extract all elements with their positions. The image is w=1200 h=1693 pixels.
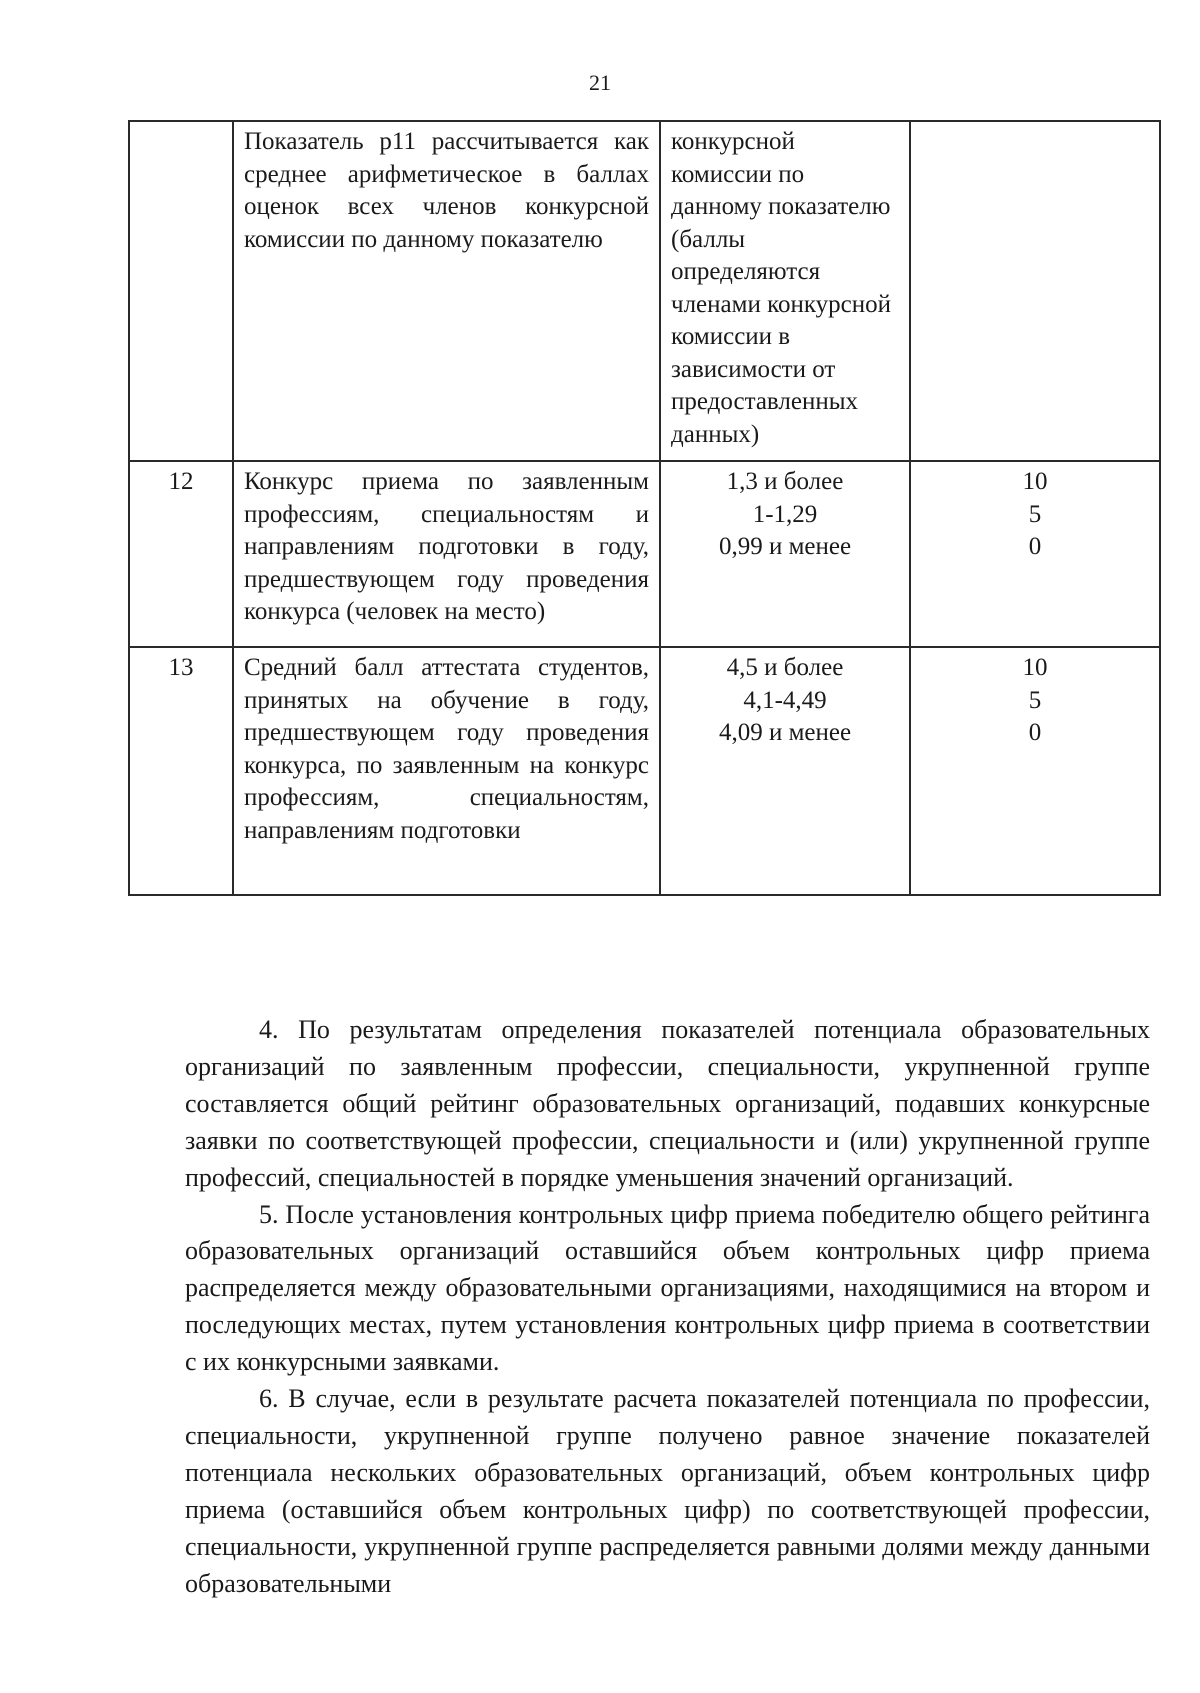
row-number: 12 [129, 461, 233, 647]
criterion-range [660, 647, 910, 895]
table-row [129, 461, 1160, 647]
table-row-continuation [129, 121, 1160, 461]
paragraph-4: 4. По результатам определения показателей потенциала образовательных организаций по заявленным профессии, специальности, укрупненной группе составляется общий рейтинг образовательных организаций, подавших конкурсные заявки по соответствующей профессии, специальности и (или) укрупненной группе профессий, специальностей в порядке уменьшения значений организаций. [185, 1015, 1150, 1192]
criteria-table [128, 120, 1161, 896]
criterion-score [910, 121, 1160, 461]
criterion-range [660, 461, 910, 647]
range-value: 1-1,29 [752, 500, 818, 528]
criterion-score [910, 461, 1160, 647]
criterion-text: Показатель р11 рассчитывается как среднее арифметическое в баллах оценок всех членов конкурсной комиссии по данному показателю [233, 121, 660, 461]
score-value: 0 [1028, 719, 1042, 746]
range-value: 4,1-4,49 [743, 686, 827, 714]
range-value: 4,5 и более [726, 654, 844, 681]
criterion-range: конкурсной комиссии по данному показателю (баллы определяются членами конкурсной комиссии в зависимости от предоставленных данных) [660, 121, 910, 461]
range-value: 4,09 и менее [718, 719, 852, 746]
paragraph-6: 6. В случае, если в результате расчета показателей потенциала по профессии, специальности, укрупненной группе получено равное значение показателей потенциала нескольких образовательных организаций, объем контрольных цифр приема (оставшийся объем контрольных цифр) по соответствующей профессии, специальности, укрупненной группе распределяется равными долями между данными образовательными [185, 1384, 1150, 1598]
page-number: 21 [589, 70, 611, 95]
table-row [129, 647, 1160, 895]
score-value: 10 [1022, 468, 1048, 495]
range-value: 1,3 и более [726, 468, 844, 495]
score-value: 5 [1028, 686, 1042, 714]
criterion-text: Средний балл аттестата студентов, принятых на обучение в году, предшествующем году проведения конкурса, по заявленным на конкурс профессиям, специальностям, направлениям подготовки [233, 647, 660, 895]
paragraph-5: 5. После установления контрольных цифр приема победителю общего рейтинга образовательных организаций оставшийся объем контрольных цифр приема распределяется между образовательными организациями, находящимися на втором и последующих местах, путем установления контрольных цифр приема в соответствии с их конкурсными заявками. [185, 1199, 1150, 1377]
criterion-text: Конкурс приема по заявленным профессиям, специальностям и направлениям подготовки в году, предшествующем году проведения конкурса (человек на место) [233, 461, 660, 647]
range-value: 0,99 и менее [718, 533, 852, 560]
body-text [185, 1012, 1150, 1603]
score-value: 0 [1028, 533, 1042, 560]
score-value: 10 [1022, 654, 1048, 681]
criterion-score [910, 647, 1160, 895]
row-number: 13 [129, 647, 233, 895]
score-value: 5 [1028, 500, 1042, 528]
row-number [129, 121, 233, 461]
